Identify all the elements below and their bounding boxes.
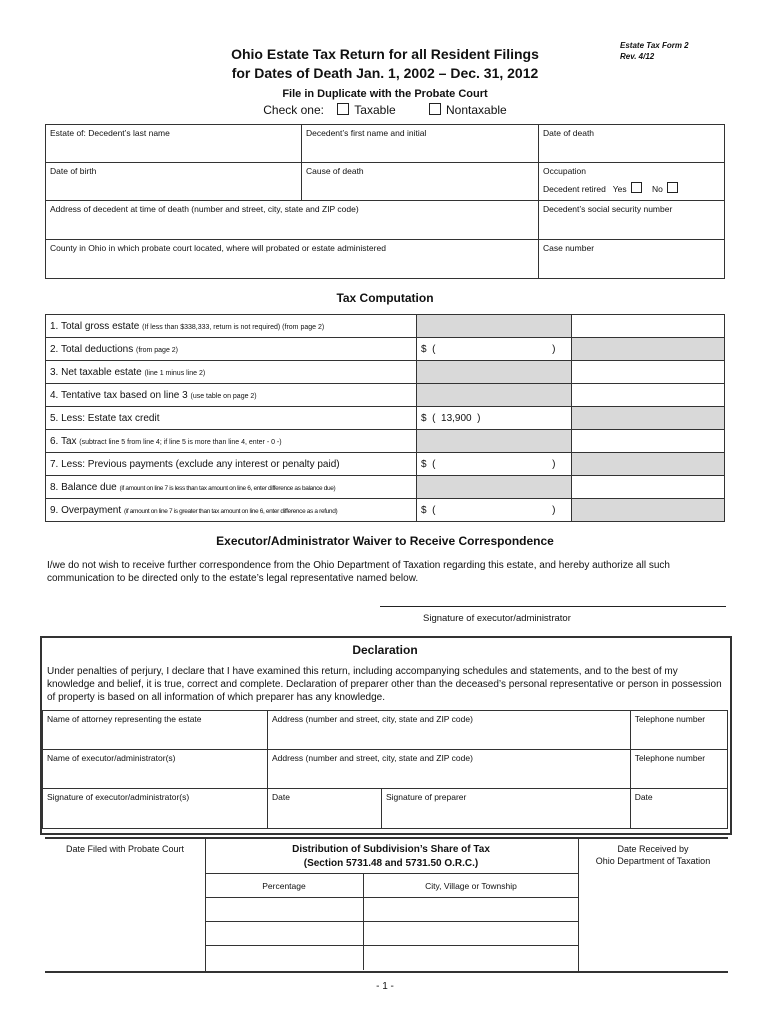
waiver-heading: Executor/Administrator Waiver to Receive Correspondence bbox=[216, 534, 554, 548]
date-received-line2: Ohio Department of Taxation bbox=[595, 856, 711, 866]
tax-line-6-label: 6. Tax bbox=[50, 435, 77, 447]
attorney-field[interactable] bbox=[43, 711, 268, 750]
date-of-birth-field[interactable] bbox=[46, 163, 302, 201]
declaration-heading: Declaration bbox=[352, 643, 418, 657]
tax-line-3-note: (line 1 minus line 2) bbox=[144, 369, 206, 377]
distribution-table bbox=[205, 873, 578, 970]
nontaxable-checkbox[interactable] bbox=[429, 103, 441, 115]
county-field[interactable] bbox=[46, 240, 539, 279]
date-of-death-label: Date of death bbox=[543, 128, 595, 138]
waiver-text: I/we do not wish to receive further correspondence from the Ohio Department of Taxation regarding this estate, and hereby authorize all such communication to be directed only to the estate’s legal representative named below. bbox=[47, 560, 670, 584]
tax-line-8-amount[interactable] bbox=[572, 476, 725, 499]
tax-line-1-amount[interactable] bbox=[572, 315, 725, 338]
percentage-cell-1[interactable] bbox=[205, 898, 364, 922]
tax-line-6-mid bbox=[417, 430, 572, 453]
tax-line-2-label: 2. Total deductions bbox=[50, 343, 134, 355]
tax-line-8 bbox=[46, 476, 417, 499]
tax-line-3-label: 3. Net taxable estate bbox=[50, 366, 142, 378]
city-cell-2[interactable] bbox=[364, 922, 579, 946]
preparer-date-label: Date bbox=[634, 792, 653, 802]
decedent-first-name-field[interactable] bbox=[302, 125, 539, 163]
tax-line-4-note: (use table on page 2) bbox=[190, 392, 257, 400]
preparer-signature-label: Signature of preparer bbox=[386, 792, 467, 802]
tax-line-1-note: (If less than $338,333, return is not required) (from page 2) bbox=[142, 323, 325, 331]
declaration-table bbox=[42, 710, 728, 829]
city-header: City, Village or Township bbox=[364, 874, 579, 898]
percentage-cell-2[interactable] bbox=[205, 922, 364, 946]
tax-line-9-label: 9. Overpayment bbox=[50, 504, 122, 516]
tax-line-5 bbox=[46, 407, 417, 430]
form-title-line2: for Dates of Death Jan. 1, 2002 – Dec. 31, 2012 bbox=[231, 65, 539, 81]
bottom-bottom-rule bbox=[45, 971, 728, 973]
check-one-row bbox=[0, 103, 770, 117]
tax-computation-table bbox=[45, 314, 725, 522]
executor-label: Name of executor/administrator(s) bbox=[47, 753, 176, 763]
attorney-phone-label: Telephone number bbox=[634, 714, 706, 724]
tax-line-6 bbox=[46, 430, 417, 453]
attorney-address-label: Address (number and street, city, state and ZIP code) bbox=[272, 714, 473, 724]
tax-line-1-label: 1. Total gross estate bbox=[50, 320, 140, 332]
attorney-phone-field[interactable] bbox=[630, 711, 727, 750]
city-cell-3[interactable] bbox=[364, 946, 579, 970]
nontaxable-label: Nontaxable bbox=[446, 103, 507, 117]
ssn-field[interactable] bbox=[539, 201, 725, 240]
decedent-last-name-label: Estate of: Decedent’s last name bbox=[50, 128, 170, 138]
date-received-line1: Date Received by bbox=[617, 844, 689, 854]
tax-line-5-amount[interactable]: $ ( 13,900 ) bbox=[417, 407, 572, 430]
tax-line-8-mid bbox=[417, 476, 572, 499]
attorney-label: Name of attorney representing the estate bbox=[47, 714, 202, 724]
tax-line-8-note: (if amount on line 7 is less than tax amount on line 6, enter difference as balance due) bbox=[119, 484, 336, 492]
tax-line-9-right bbox=[572, 499, 725, 522]
decedent-last-name-field[interactable] bbox=[46, 125, 302, 163]
tax-computation-heading: Tax Computation bbox=[336, 291, 434, 305]
decedent-address-label: Address of decedent at time of death (number and street, city, state and ZIP code) bbox=[50, 204, 359, 214]
check-one-label: Check one: bbox=[263, 103, 324, 117]
tax-line-3-amount[interactable] bbox=[572, 361, 725, 384]
tax-line-2-note: (from page 2) bbox=[136, 346, 179, 354]
executor-signature-label: Signature of executor/administrator(s) bbox=[47, 792, 190, 802]
tax-line-7-label: 7. Less: Previous payments (exclude any interest or penalty paid) bbox=[50, 458, 340, 470]
tax-line-2 bbox=[46, 338, 417, 361]
declaration-text: Under penalties of perjury, I declare that I have examined this return, including accompanying schedules and statements, and to the best of my knowledge and belief, it is true, correct and complete. Declaration of preparer other than the deceased’s personal representative or person in possession of property is based on all information of which preparer has any knowledge. bbox=[47, 666, 722, 703]
executor-phone-label: Telephone number bbox=[634, 753, 706, 763]
tax-line-7-amount[interactable]: $ ( ) bbox=[417, 453, 572, 476]
retired-no-label: No bbox=[652, 184, 663, 194]
date-of-birth-label: Date of birth bbox=[50, 166, 97, 176]
tax-line-4-amount[interactable] bbox=[572, 384, 725, 407]
executor-address-label: Address (number and street, city, state and ZIP code) bbox=[272, 753, 473, 763]
tax-line-9 bbox=[46, 499, 417, 522]
executor-date-label: Date bbox=[272, 792, 290, 802]
tax-line-6-note: (subtract line 5 from line 4; if line 5 is more than line 4, enter - 0 -) bbox=[79, 438, 282, 446]
preparer-date-field[interactable] bbox=[630, 789, 727, 829]
distribution-title-line2: (Section 5731.48 and 5731.50 O.R.C.) bbox=[303, 858, 479, 869]
date-of-death-field[interactable] bbox=[539, 125, 725, 163]
tax-line-4-label: 4. Tentative tax based on line 3 bbox=[50, 389, 188, 401]
tax-line-7 bbox=[46, 453, 417, 476]
case-number-field[interactable] bbox=[539, 240, 725, 279]
tax-line-4 bbox=[46, 384, 417, 407]
percentage-cell-3[interactable] bbox=[205, 946, 364, 970]
tax-line-6-amount[interactable] bbox=[572, 430, 725, 453]
tax-line-9-amount[interactable]: $ ( ) bbox=[417, 499, 572, 522]
occupation-field[interactable] bbox=[539, 163, 725, 201]
decedent-info-table bbox=[45, 124, 725, 279]
cause-of-death-field[interactable] bbox=[302, 163, 539, 201]
case-number-label: Case number bbox=[543, 243, 595, 253]
tax-line-3-mid bbox=[417, 361, 572, 384]
executor-address-field[interactable] bbox=[268, 750, 631, 789]
retired-yes-label: Yes bbox=[612, 184, 627, 194]
distribution-title bbox=[205, 843, 577, 871]
retired-yes-checkbox[interactable] bbox=[631, 182, 642, 193]
form-title-line1: Ohio Estate Tax Return for all Resident Filings bbox=[231, 46, 539, 62]
tax-line-3 bbox=[46, 361, 417, 384]
page-number: - 1 - bbox=[376, 981, 394, 992]
percentage-header: Percentage bbox=[205, 874, 364, 898]
taxable-label: Taxable bbox=[354, 103, 396, 117]
attorney-address-field[interactable] bbox=[268, 711, 631, 750]
tax-line-1 bbox=[46, 315, 417, 338]
file-instruction: File in Duplicate with the Probate Court bbox=[282, 88, 488, 100]
retired-row bbox=[543, 182, 720, 194]
date-received-label bbox=[578, 843, 728, 867]
tax-line-9-note: (if amount on line 7 is greater than tax amount on line 6, enter difference as a refund) bbox=[123, 507, 338, 515]
executor-signature-field[interactable] bbox=[43, 789, 268, 829]
executor-field[interactable] bbox=[43, 750, 268, 789]
executor-date-field[interactable] bbox=[268, 789, 382, 829]
form-number-label: Estate Tax Form 2 bbox=[620, 41, 689, 50]
cause-of-death-label: Cause of death bbox=[306, 166, 364, 176]
city-cell-1[interactable] bbox=[364, 898, 579, 922]
decedent-first-name-label: Decedent’s first name and initial bbox=[306, 128, 427, 138]
taxable-checkbox[interactable] bbox=[337, 103, 349, 115]
preparer-signature-field[interactable] bbox=[382, 789, 631, 829]
tax-line-8-label: 8. Balance due bbox=[50, 481, 117, 493]
waiver-signature-label: Signature of executor/administrator bbox=[423, 613, 571, 624]
tax-line-2-right bbox=[572, 338, 725, 361]
executor-phone-field[interactable] bbox=[630, 750, 727, 789]
occupation-label: Occupation bbox=[543, 166, 586, 176]
decedent-address-field[interactable] bbox=[46, 201, 539, 240]
ssn-label: Decedent’s social security number bbox=[543, 204, 673, 214]
tax-line-4-mid bbox=[417, 384, 572, 407]
tax-line-5-label: 5. Less: Estate tax credit bbox=[50, 412, 160, 424]
form-revision: Rev. 4/12 bbox=[620, 52, 655, 61]
waiver-signature-line[interactable] bbox=[380, 606, 726, 607]
retired-no-checkbox[interactable] bbox=[667, 182, 678, 193]
tax-line-2-amount[interactable]: $ ( ) bbox=[417, 338, 572, 361]
tax-line-5-right bbox=[572, 407, 725, 430]
distribution-title-line1: Distribution of Subdivision’s Share of Tax bbox=[292, 844, 490, 855]
tax-line-1-mid bbox=[417, 315, 572, 338]
date-filed-label: Date Filed with Probate Court bbox=[65, 844, 185, 854]
tax-line-7-right bbox=[572, 453, 725, 476]
retired-label: Decedent retired bbox=[543, 184, 606, 194]
county-label: County in Ohio in which probate court located, where will probated or estate administered bbox=[50, 243, 386, 253]
